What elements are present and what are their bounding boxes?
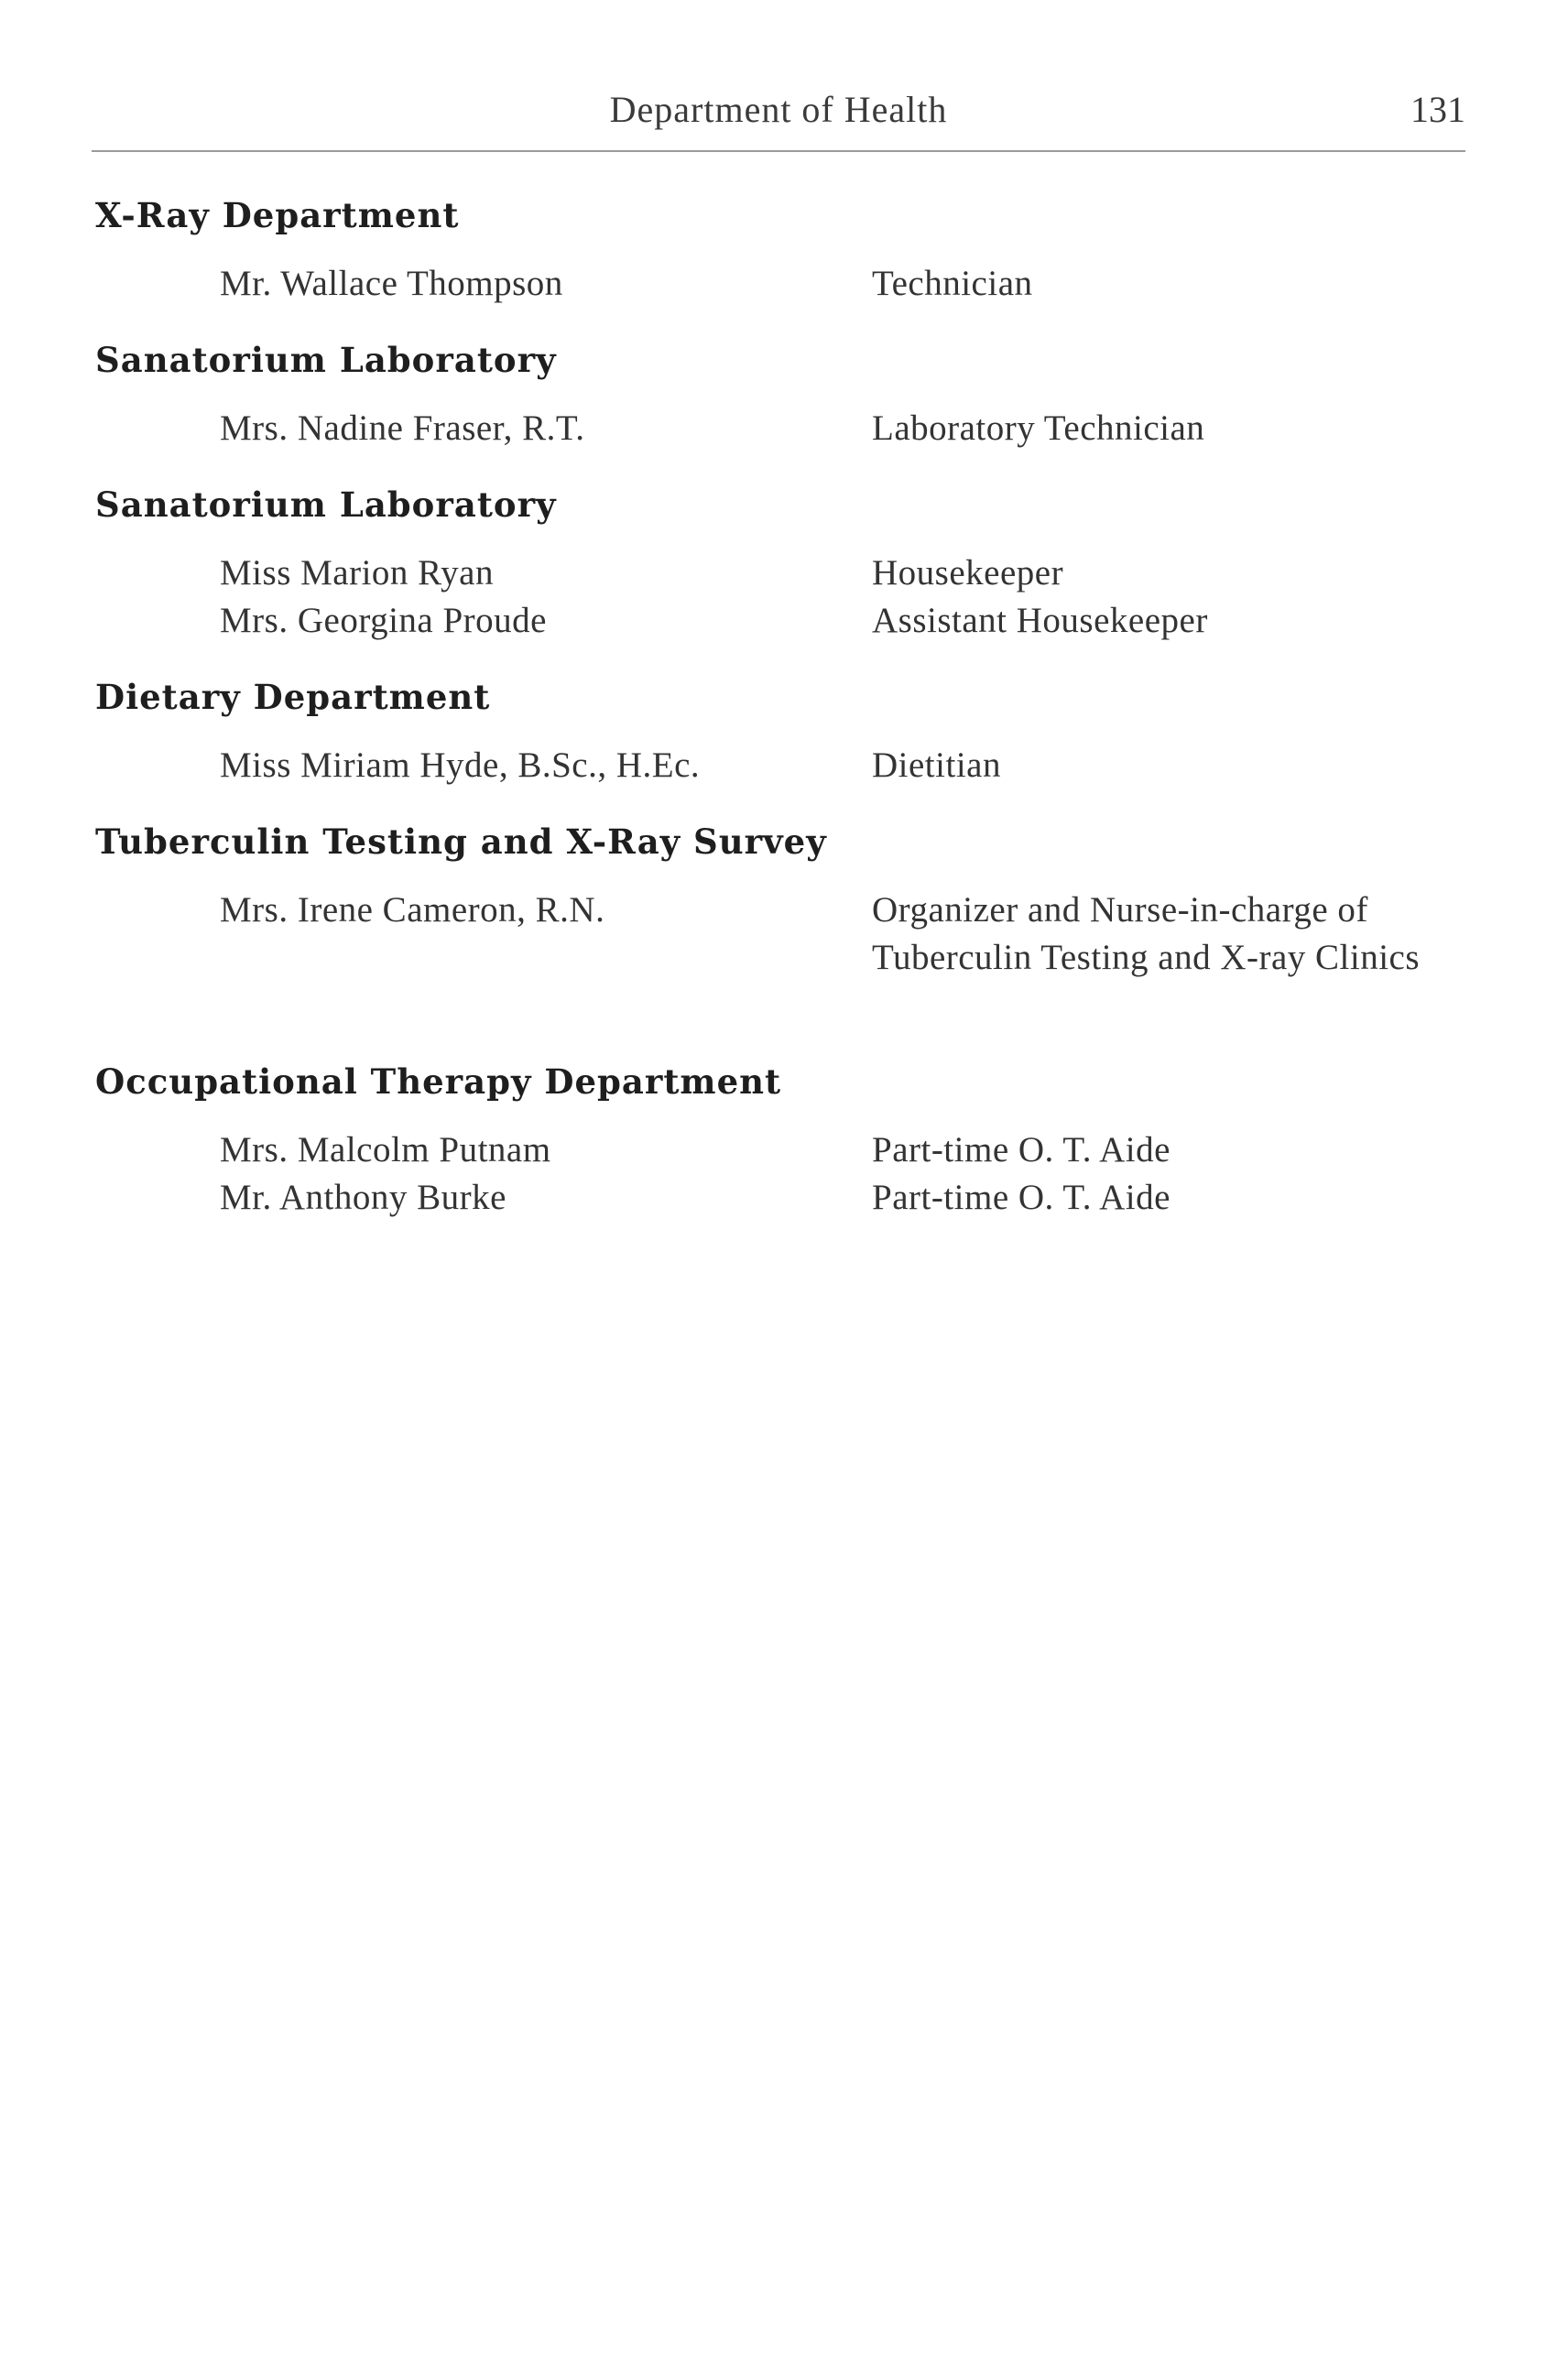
running-title: Department of Health xyxy=(609,89,948,130)
staff-name: Mrs. Georgina Proude xyxy=(220,601,547,640)
staff-entry xyxy=(95,742,1469,789)
section-heading: Occupational Therapy Department xyxy=(95,1061,782,1102)
staff-entry xyxy=(95,597,1469,645)
section-x-ray-department xyxy=(95,192,1469,308)
section-heading: Dietary Department xyxy=(95,677,491,717)
section-sanatorium-laboratory xyxy=(95,337,1469,452)
section-sanatorium-laboratory-housekeeping xyxy=(95,482,1469,645)
staff-entry xyxy=(95,549,1469,597)
entry-list xyxy=(95,260,1469,308)
staff-name: Mrs. Nadine Fraser, R.T. xyxy=(220,408,585,448)
entry-list xyxy=(95,405,1469,452)
staff-entry xyxy=(95,886,1469,1029)
entry-list xyxy=(95,742,1469,789)
running-head xyxy=(92,88,1465,143)
section-dietary-department xyxy=(95,674,1469,789)
staff-title: Housekeeper xyxy=(872,553,1064,593)
section-heading: X-Ray Department xyxy=(95,195,460,235)
staff-title: Dietitian xyxy=(872,745,1001,785)
staff-entry xyxy=(95,1174,1469,1222)
staff-name: Miss Marion Ryan xyxy=(220,553,494,593)
staff-entry xyxy=(95,1126,1469,1174)
staff-title: Part-time O. T. Aide xyxy=(872,1178,1171,1217)
entry-list xyxy=(95,886,1469,1029)
staff-listing xyxy=(95,192,1469,1251)
staff-name: Miss Miriam Hyde, B.Sc., H.Ec. xyxy=(220,745,701,785)
page-number: 131 xyxy=(1410,89,1465,130)
entry-list xyxy=(95,549,1469,645)
staff-entry xyxy=(95,260,1469,308)
staff-title: Organizer and Nurse-in-charge of Tuberculin Testing and X-ray Clinics xyxy=(872,890,1421,977)
staff-name: Mr. Anthony Burke xyxy=(220,1178,506,1217)
staff-title: Assistant Housekeeper xyxy=(872,601,1208,640)
staff-title: Technician xyxy=(872,264,1033,303)
staff-title: Laboratory Technician xyxy=(872,408,1205,448)
section-heading: Sanatorium Laboratory xyxy=(95,484,557,525)
section-occupational-therapy xyxy=(95,1059,1469,1222)
entry-list xyxy=(95,1126,1469,1222)
header-rule xyxy=(92,150,1465,152)
section-heading: Tuberculin Testing and X-Ray Survey xyxy=(95,821,827,862)
staff-title: Part-time O. T. Aide xyxy=(872,1130,1171,1169)
staff-entry xyxy=(95,405,1469,452)
staff-name: Mrs. Irene Cameron, R.N. xyxy=(220,890,605,930)
section-tuberculin-testing xyxy=(95,819,1469,1029)
section-heading: Sanatorium Laboratory xyxy=(95,340,557,380)
staff-name: Mr. Wallace Thompson xyxy=(220,264,563,303)
staff-name: Mrs. Malcolm Putnam xyxy=(220,1130,551,1169)
